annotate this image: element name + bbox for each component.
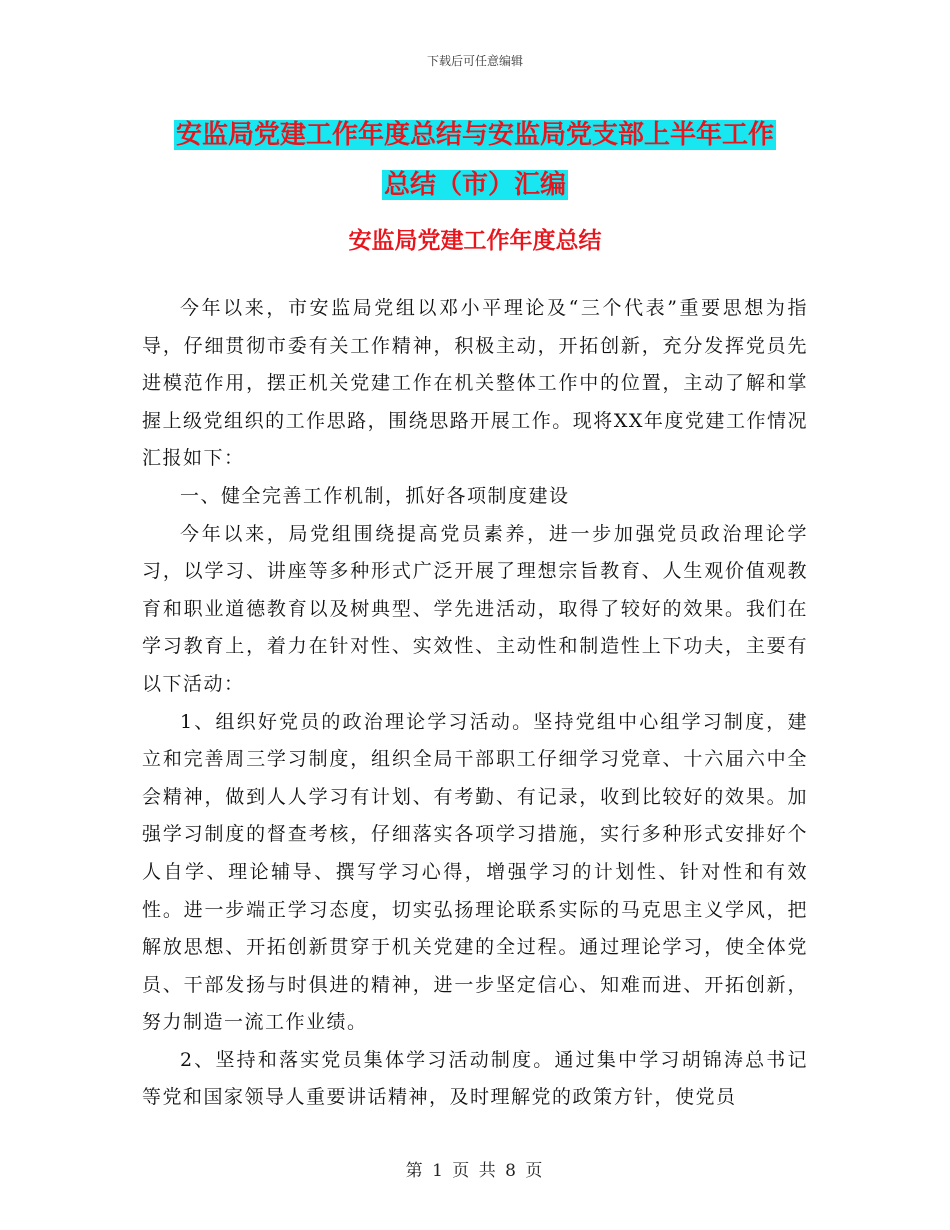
paragraph-item-1: 1、组织好党员的政治理论学习活动。坚持党组中心组学习制度，建立和完善周三学习制度，组织全局干部职工仔细学习党章、十六届六中全会精神，做到人人学习有计划、有考勤、有记录，收到比较好的效果。加强学习制度的督查考核，仔细落实各项学习措施，实行多种形式安排好个人自学、理论辅导、撰写学习心得，增强学习的计划性、针对性和有效性。进一步端正学习态度，切实弘扬理论联系实际的马克思主义学风，把解放思想、开拓创新贯穿于机关党建的全过程。通过理论学习，使全体党员、干部发扬与时俱进的精神，进一步坚定信心、知难而进、开拓创新，努力制造一流工作业绩。 bbox=[142, 710, 808, 1034]
paragraph-intro: 今年以来，市安监局党组以邓小平理论及“三个代表”重要思想为指导，仔细贯彻市委有关工作精神，积极主动，开拓创新，充分发挥党员先进模范作用，摆正机关党建工作在机关整体工作中的位置，主动了解和掌握上级党组织的工作思路，围绕思路开展工作。现将XX年度党建工作情况汇报如下： bbox=[142, 297, 808, 470]
document-title-line-2: 总结（市）汇编 bbox=[383, 170, 566, 200]
paragraph-item-2: 2、坚持和落实党员集体学习活动制度。通过集中学习胡锦涛总书记等党和国家领导人重要讲话精神，及时理解党的政策方针，使党员 bbox=[142, 1048, 808, 1109]
document-title-line-1: 安监局党建工作年度总结与安监局党支部上半年工作 bbox=[175, 120, 774, 150]
document-body bbox=[142, 290, 808, 1117]
section-title: 安监局党建工作年度总结 bbox=[348, 228, 602, 254]
document-title bbox=[0, 110, 950, 210]
paragraph-subheading: 一、健全完善工作机制，抓好各项制度建设 bbox=[180, 484, 570, 507]
paragraph-education: 今年以来，局党组围绕提高党员素养，进一步加强党员政治理论学习，以学习、讲座等多种形式广泛开展了理想宗旨教育、人生观价值观教育和职业道德教育以及树典型、学先进活动，取得了较好的效果。我们在学习教育上，着力在针对性、实效性、主动性和制造性上下功夫，主要有以下活动： bbox=[142, 522, 808, 695]
page-number: 第 1 页 共 8 页 bbox=[405, 1161, 545, 1181]
header-note: 下载后可任意编辑 bbox=[426, 54, 523, 68]
